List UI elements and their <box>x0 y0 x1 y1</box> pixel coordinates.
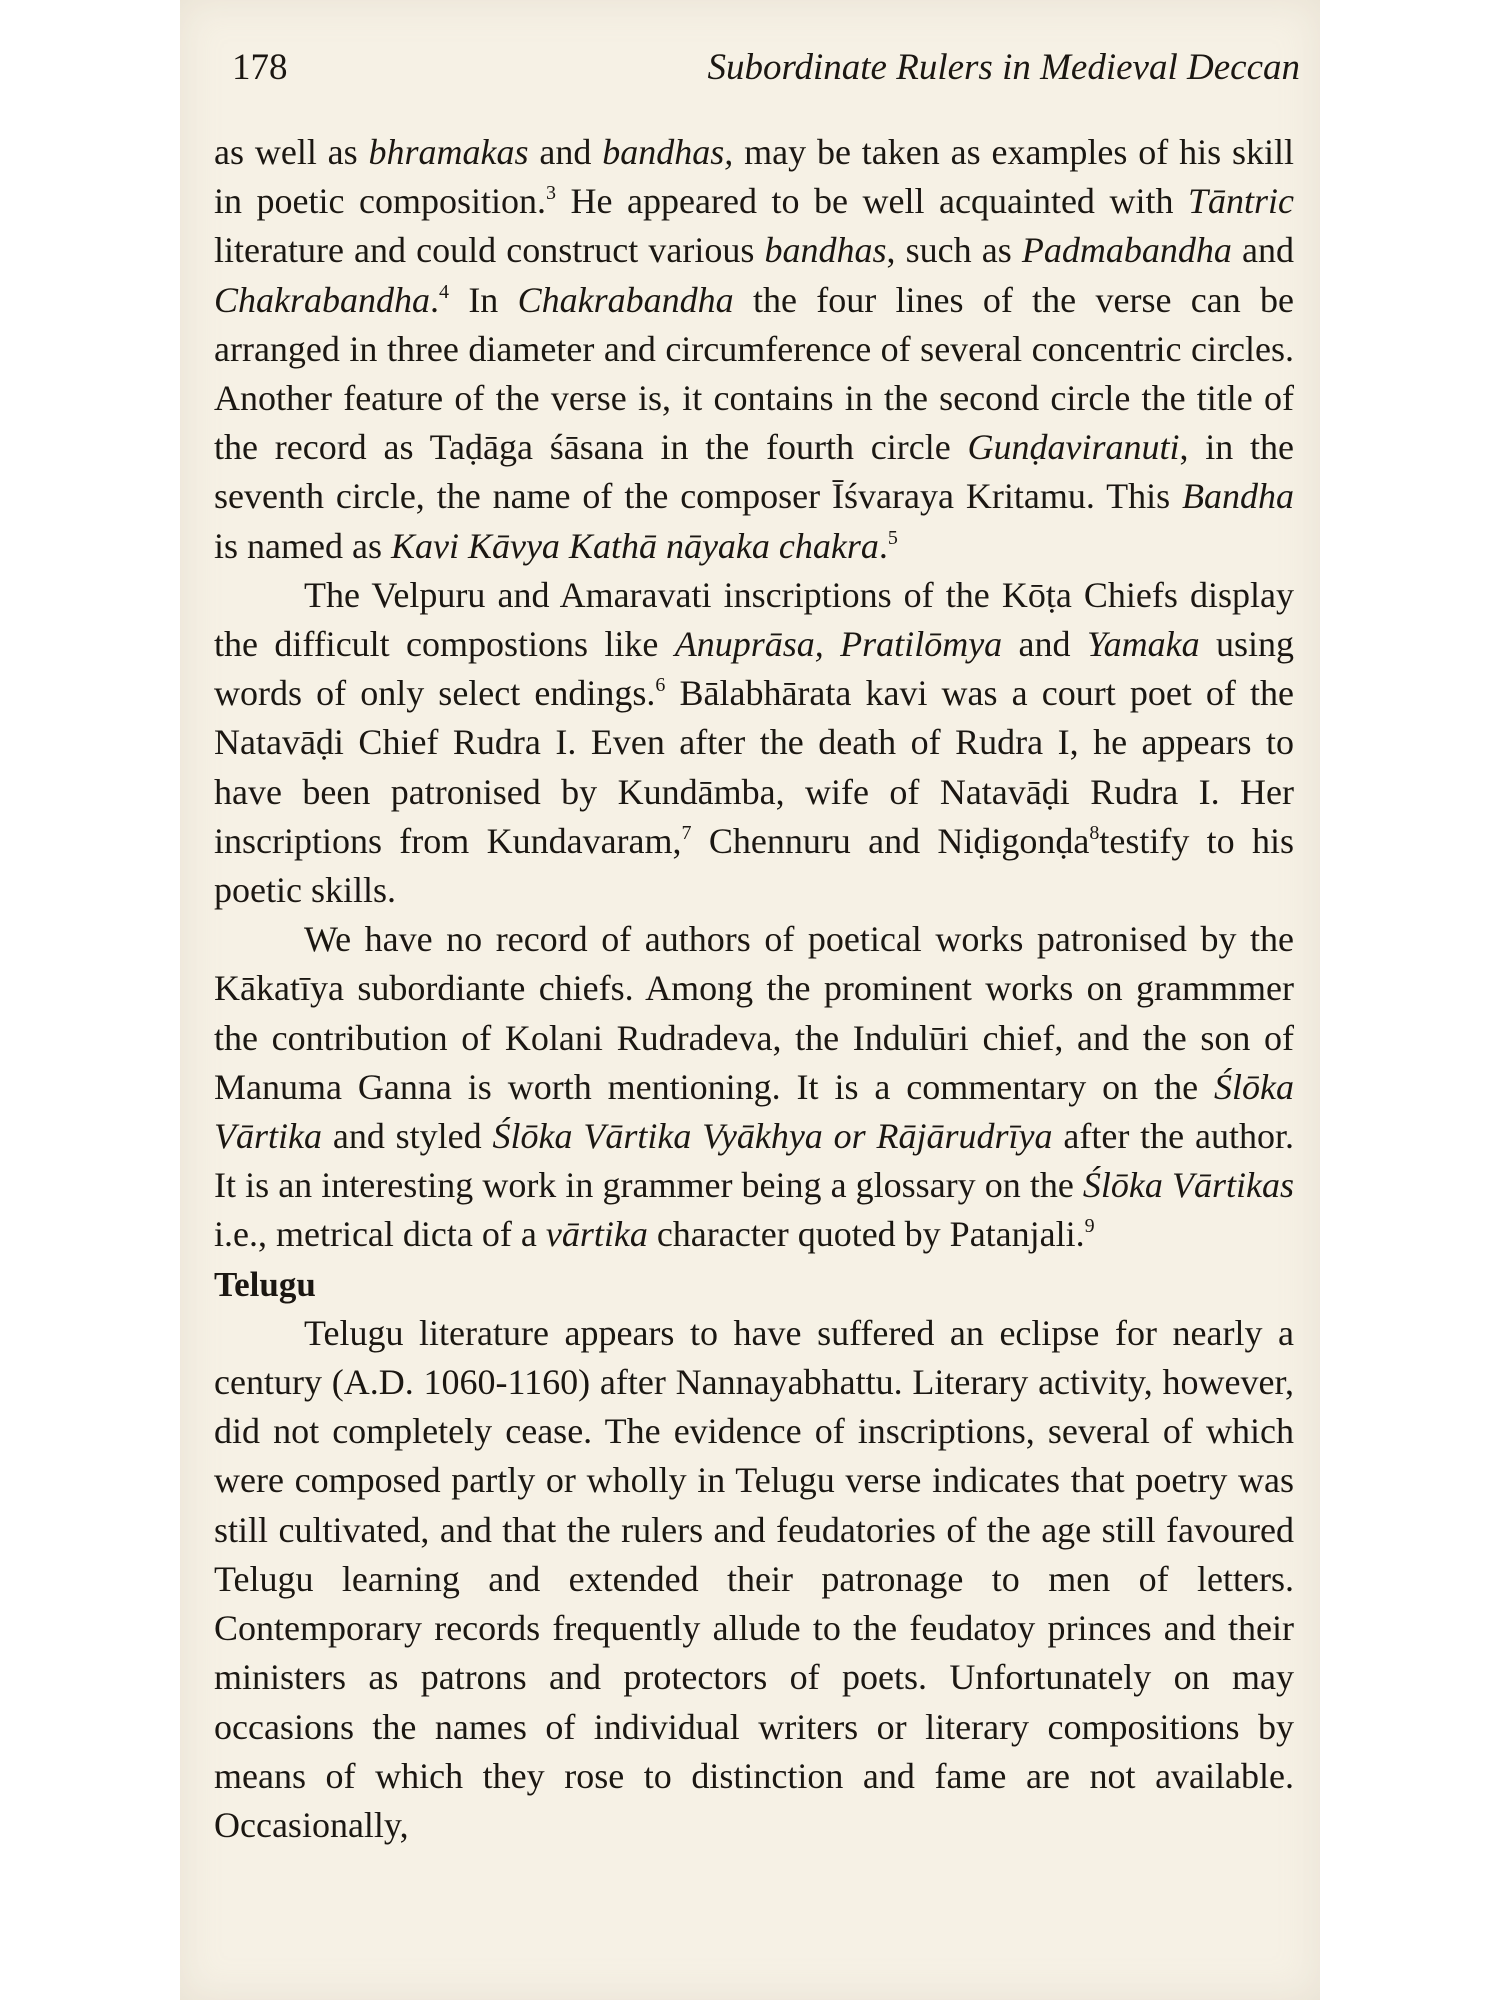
page-header <box>232 46 1300 106</box>
footnote-marker: 6 <box>655 674 666 697</box>
text-run: is named as <box>214 525 391 566</box>
text-run: . <box>430 279 439 320</box>
footnote-marker: 4 <box>439 280 449 303</box>
book-page <box>180 0 1320 2000</box>
italic-term: bandhas <box>764 230 887 271</box>
text-run: . <box>878 525 888 566</box>
text-run: Telugu literature appears to have suffered an eclipse for nearly a century (A.D. 1060-1160) after Nannayabhattu. Literary activity, however, did not completely cease. The evidence of inscriptions, several of which were composed partly or wholly in Telugu verse indicates that poetry was still cultivated, and that the rulers and feudatories of the age still favoured Telugu learning and extended their patronage to men of letters. Contemporary records frequently allude to the feudatoy princes and their ministers as patrons and protectors of poets. Unfortunately on may occasions the names of individual writers or literary compositions by means of which they rose to distinction and fame are not available. Occasionally, <box>214 1312 1294 1845</box>
paragraph-1 <box>214 128 1294 571</box>
footnote-marker: 7 <box>681 821 692 844</box>
italic-term: Ślōka Vārtikas <box>1082 1165 1294 1206</box>
italic-term: Gunḍaviranuti <box>967 427 1180 468</box>
footnote-marker: 9 <box>1084 1215 1095 1238</box>
text-run: , in the seventh circle, the name of the composer Īśvaraya Kritamu. This <box>214 427 1294 517</box>
text-run: after the author. It is an interesting work in grammer being a glossary on the <box>214 1116 1294 1206</box>
text-run: , such as <box>886 230 1022 271</box>
text-run: the four lines of the verse can be arranged in three diameter and circumference of several concentric circles. Another feature of the verse is, it contains in the second circle the title of the record as Taḍāga śāsana in the fourth circle <box>214 279 1294 468</box>
text-run: We have no record of authors of poetical works patronised by the Kākatīya subordiante chiefs. Among the prominent works on grammmer the contribution of Kolani Rudradeva, the Indulūri chief, and the son of Manuma Ganna is worth mentioning. It is a commentary on the <box>214 919 1294 1107</box>
text-run: He appeared to be well acquainted with <box>556 181 1188 222</box>
italic-term: vārtika <box>545 1214 648 1255</box>
page-number: 178 <box>232 47 288 88</box>
paragraph-2 <box>214 571 1294 915</box>
text-run: In <box>449 279 518 320</box>
footnote-marker: 8 <box>1089 821 1100 844</box>
text-run: and <box>1231 230 1294 271</box>
italic-term: Tāntric <box>1187 181 1294 222</box>
text-run: character quoted by Patanjali. <box>647 1214 1085 1255</box>
text-run: and styled <box>321 1116 493 1157</box>
italic-term: Chakrabandha <box>214 279 430 320</box>
text-run: testify to his poetic skills. <box>214 820 1295 911</box>
footnote-marker: 5 <box>887 526 898 549</box>
italic-term: Bandha <box>1182 476 1294 517</box>
text-run: and <box>528 132 603 172</box>
text-run: and <box>1002 624 1087 665</box>
italic-term: bandhas, <box>602 132 734 172</box>
text-run: i.e., metrical dicta of a <box>214 1214 546 1255</box>
text-run: The Velpuru and Amaravati inscriptions of the Kōṭa Chiefs display the difficult compostions like <box>214 574 1294 665</box>
text-run: literature and could construct various <box>214 230 765 271</box>
text-run: may be taken as examples of his skill in poetic composition. <box>214 132 1295 222</box>
text-run: using words of only select endings. <box>214 624 1294 714</box>
italic-term: bhramakas <box>368 132 529 172</box>
paragraph-3 <box>214 915 1294 1259</box>
italic-term: Yamaka <box>1086 624 1200 665</box>
text-run: as well as <box>214 132 369 172</box>
page-body <box>214 128 1294 1850</box>
paragraph-4 <box>214 1309 1294 1850</box>
section-heading-telugu: Telugu <box>214 1264 316 1304</box>
text-run: Chennuru and Niḍigonḍa <box>691 820 1090 861</box>
footnote-marker: 3 <box>546 182 557 205</box>
italic-term: Anuprāsa, Pratilōmya <box>674 624 1003 665</box>
italic-term: Padmabandha <box>1021 230 1232 271</box>
italic-term: Chakrabandha <box>517 279 734 320</box>
italic-term: Kavi Kāvya Kathā nāyaka chakra <box>390 525 879 566</box>
italic-term: Ślōka Vārtika Vyākhya or Rājārudrīya <box>492 1116 1053 1157</box>
running-title: Subordinate Rulers in Medieval Deccan <box>707 47 1300 88</box>
text-run: Bālabhārata kavi was a court poet of the Natavāḍi Chief Rudra I. Even after the death of Rudra I, he appears to have been patronised by Kundāmba, wife of Natavāḍi Rudra I. Her inscriptions from Kundavaram, <box>214 673 1294 861</box>
italic-term: Ślōka Vārtika <box>214 1066 1294 1157</box>
